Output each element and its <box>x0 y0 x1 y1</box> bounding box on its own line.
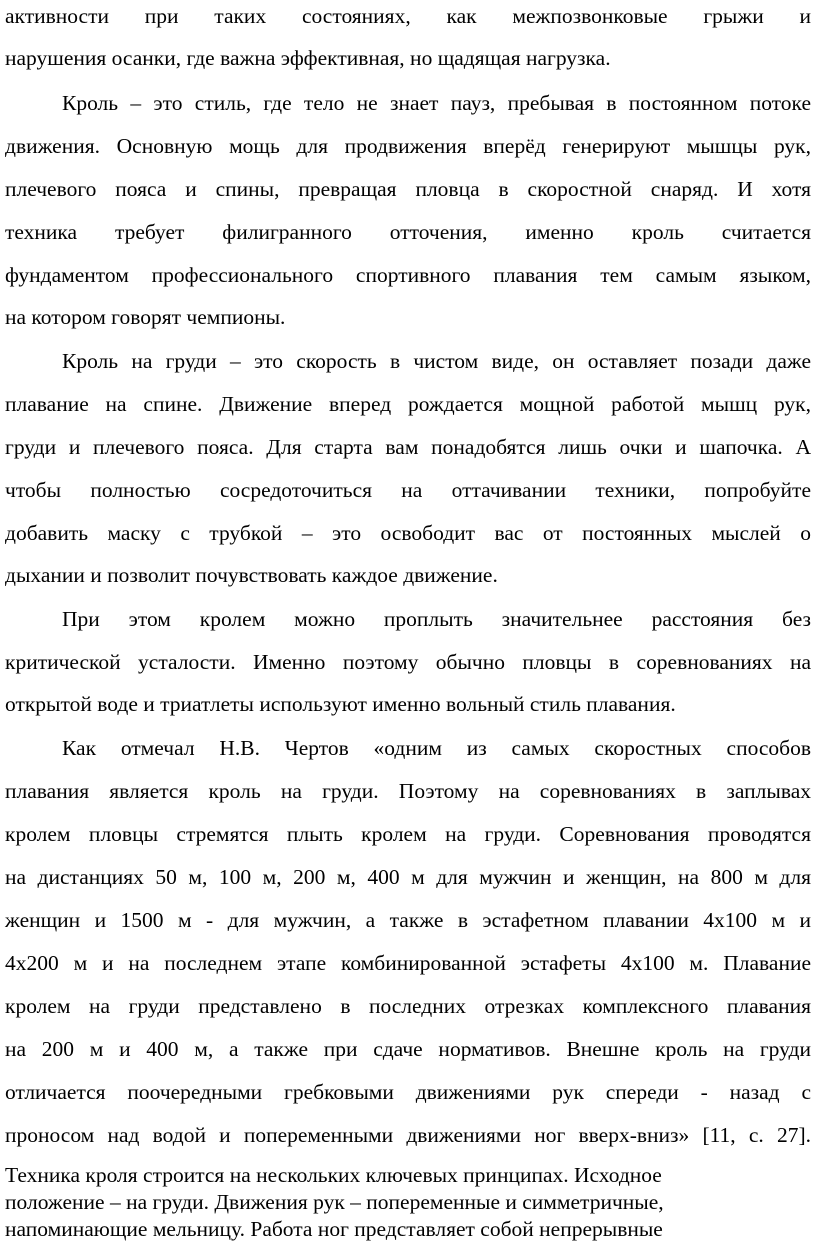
text-line: техника требует филигранного отточения, именно кроль считается <box>5 220 811 244</box>
text-line: Как отмечал Н.В. Чертов «одним из самых скоростных способов <box>62 736 811 760</box>
text-line: нарушения осанки, где важна эффективная, но щадящая нагрузка. <box>5 46 611 70</box>
text-line: кролем на груди представлено в последних отрезках комплексного плавания <box>5 994 811 1018</box>
text-line: на 200 м и 400 м, а также при сдаче нормативов. Внешне кроль на груди <box>5 1037 811 1061</box>
text-line: кролем пловцы стремятся плыть кролем на груди. Соревнования проводятся <box>5 822 811 846</box>
text-line: фундаментом профессионального спортивного плавания тем самым языком, <box>5 263 811 287</box>
text-line: на котором говорят чемпионы. <box>5 305 286 329</box>
text-line: дыхании и позволит почувствовать каждое движение. <box>5 563 498 587</box>
text-line: проносом над водой и попеременными движениями ног вверх-вниз» [11, с. 27]. <box>5 1123 811 1147</box>
text-line: открытой воде и триатлеты используют именно вольный стиль плавания. <box>5 692 676 716</box>
text-line: на дистанциях 50 м, 100 м, 200 м, 400 м для мужчин и женщин, на 800 м для <box>5 865 811 889</box>
text-line: женщин и 1500 м - для мужчин, а также в эстафетном плавании 4х100 м и <box>5 908 811 932</box>
text-line: груди и плечевого пояса. Для старта вам понадобятся лишь очки и шапочка. А <box>5 435 811 459</box>
text-line: плавание на спине. Движение вперед рождается мощной работой мышц рук, <box>5 392 811 416</box>
text-line: положение – на груди. Движения рук – попеременные и симметричные, <box>5 1190 664 1214</box>
text-line: плечевого пояса и спины, превращая пловца в скоростной снаряд. И хотя <box>5 177 811 201</box>
text-line: При этом кролем можно проплыть значительнее расстояния без <box>62 607 811 631</box>
text-line: Техника кроля строится на нескольких ключевых принципах. Исходное <box>5 1163 662 1187</box>
text-line: напоминающие мельницу. Работа ног представляет собой непрерывные <box>5 1217 663 1241</box>
text-line: движения. Основную мощь для продвижения вперёд генерируют мышцы рук, <box>5 134 811 158</box>
text-line: Кроль на груди – это скорость в чистом виде, он оставляет позади даже <box>62 349 811 373</box>
text-line: плавания является кроль на груди. Поэтому на соревнованиях в заплывах <box>5 779 811 803</box>
text-line: 4х200 м и на последнем этапе комбинированной эстафеты 4х100 м. Плавание <box>5 951 811 975</box>
text-line: добавить маску с трубкой – это освободит вас от постоянных мыслей о <box>5 521 811 545</box>
text-line: отличается поочередными гребковыми движениями рук спереди - назад с <box>5 1080 811 1104</box>
text-line: чтобы полностью сосредоточиться на оттачивании техники, попробуйте <box>5 478 811 502</box>
text-line: активности при таких состояниях, как межпозвонковые грыжи и <box>5 4 811 28</box>
text-line: Кроль – это стиль, где тело не знает пауз, пребывая в постоянном потоке <box>62 91 811 115</box>
text-line: критической усталости. Именно поэтому обычно пловцы в соревнованиях на <box>5 650 811 674</box>
